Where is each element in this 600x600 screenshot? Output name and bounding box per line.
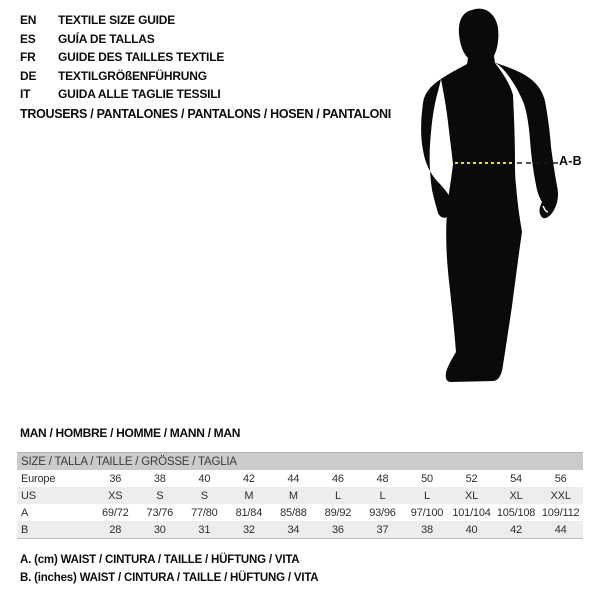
language-label: TEXTILGRÖßENFÜHRUNG [58, 68, 207, 83]
size-cell: 34 [271, 521, 316, 539]
language-list [20, 11, 224, 104]
row-label: Europe [21, 472, 56, 485]
language-code: EN [20, 13, 37, 28]
language-label: GUIDA ALLE TAGLIE TESSILI [58, 87, 221, 102]
row-label: A [21, 506, 29, 519]
size-cell: XL [449, 487, 494, 504]
size-cell: 32 [227, 521, 272, 539]
size-cell: 69/72 [102, 506, 129, 519]
note-b-inches: B. (inches) WAIST / CINTURA / TAILLE / HÜFTUNG / VITA [20, 572, 319, 584]
size-cell: 38 [153, 472, 166, 485]
language-row [20, 48, 224, 67]
size-cell: 31 [182, 521, 227, 539]
size-cell: S [182, 487, 227, 504]
language-label: TEXTILE SIZE GUIDE [58, 13, 176, 28]
size-cell: 89/92 [324, 506, 352, 519]
size-cell: 46 [332, 472, 344, 485]
table-row-a-cm [17, 504, 583, 521]
size-cell: 40 [198, 472, 211, 485]
language-code: IT [20, 87, 31, 102]
size-cell: L [316, 487, 361, 504]
man-silhouette-body [441, 9, 522, 382]
size-cell: XS [93, 487, 138, 504]
size-cell: 85/88 [280, 506, 307, 519]
size-cell: S [138, 487, 183, 504]
note-a-cm: A. (cm) WAIST / CINTURA / TAILLE / HÜFTUNG / VITA [20, 554, 300, 566]
size-cell: 30 [138, 521, 183, 539]
language-code: DE [20, 68, 37, 83]
size-cell: 36 [109, 472, 122, 485]
size-cell: 42 [242, 472, 255, 485]
language-code: ES [20, 31, 36, 46]
language-row [20, 85, 224, 104]
measure-label: A-B [559, 154, 582, 168]
size-cell: 73/76 [146, 506, 174, 519]
man-silhouette [400, 0, 600, 400]
language-code: FR [20, 50, 36, 65]
table-row-us [17, 487, 583, 504]
size-cell: 36 [316, 521, 361, 539]
size-table-header-row [17, 453, 583, 471]
size-cell: 42 [494, 521, 539, 539]
size-cell: 44 [287, 472, 300, 485]
language-label: GUÍA DE TALLAS [58, 31, 155, 46]
size-table [17, 452, 583, 539]
language-row [20, 11, 224, 30]
table-row-europe [17, 470, 583, 487]
size-cell: 52 [465, 472, 478, 485]
size-cell: 54 [510, 472, 522, 485]
size-cell: 48 [376, 472, 389, 485]
size-cell: 77/80 [191, 506, 218, 519]
size-cell: 44 [538, 521, 583, 539]
size-cell: 40 [449, 521, 494, 539]
size-cell: 38 [405, 521, 450, 539]
size-cell: XL [494, 487, 539, 504]
size-cell: L [360, 487, 405, 504]
section-heading: MAN / HOMBRE / HOMME / MANN / MAN [20, 426, 241, 440]
size-cell: 93/96 [369, 506, 396, 519]
size-cell: 105/108 [496, 506, 536, 519]
language-label: GUIDE DES TAILLES TEXTILE [58, 50, 225, 65]
size-cell: 109/112 [541, 506, 580, 519]
size-cell: L [405, 487, 450, 504]
garment-heading: TROUSERS / PANTALONES / PANTALONS / HOSEN / PANTALONI [20, 107, 391, 121]
size-cell: 81/84 [235, 506, 263, 519]
size-table-header: SIZE / TALLA / TAILLE / GRÖSSE / TAGLIA [17, 453, 583, 471]
row-label: B [17, 521, 93, 539]
size-cell: 97/100 [410, 506, 444, 519]
size-cell: 50 [421, 472, 433, 485]
size-cell: M [271, 487, 316, 504]
language-row [20, 67, 224, 86]
size-cell: 28 [93, 521, 138, 539]
size-cell: 56 [554, 472, 567, 485]
size-cell: M [227, 487, 272, 504]
size-cell: XXL [538, 487, 583, 504]
language-row [20, 30, 224, 49]
size-cell: 101/104 [452, 506, 491, 519]
size-cell: 37 [360, 521, 405, 539]
row-label: US [17, 487, 93, 504]
table-row-b-inches [17, 521, 583, 539]
